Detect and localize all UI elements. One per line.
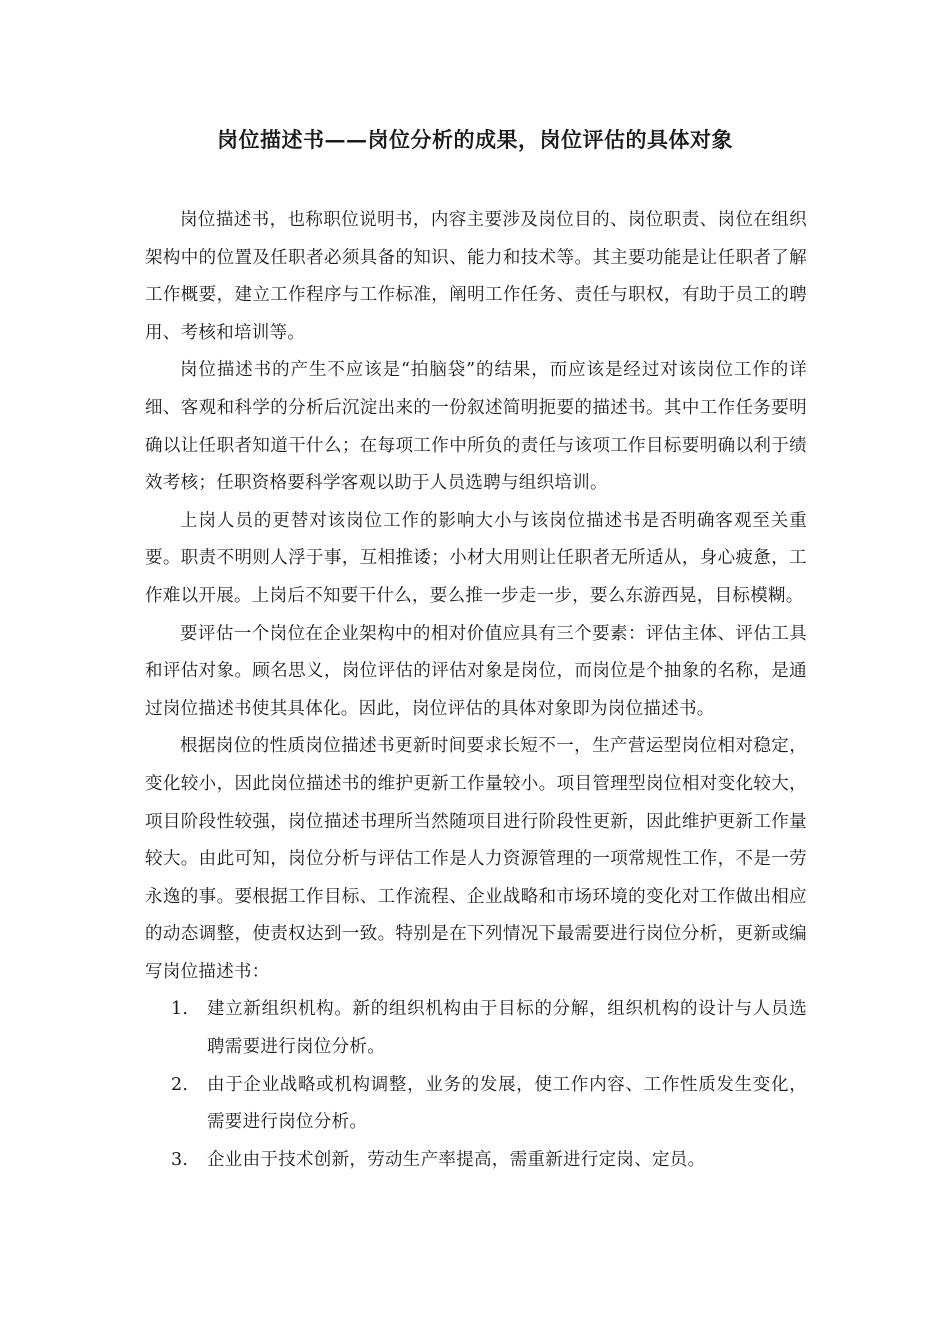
list-item-text: 由于企业战略或机构调整，业务的发展，使工作内容、工作性质发生变化，需要进行岗位分析。 bbox=[207, 1074, 807, 1133]
list-marker: 1. bbox=[171, 999, 189, 1020]
numbered-list bbox=[145, 991, 807, 1179]
paragraph-2: 岗位描述书的产生不应该是“拍脑袋”的结果，而应该是经过对该岗位工作的详细、客观和科学的分析后沉淀出来的一份叙述简明扼要的描述书。其中工作任务要明确以让任职者知道干什么；在每项工作中所负的责任与该项工作目标要明确以利于绩效考核；任职资格要科学客观以助于人员选聘与组织培训。 bbox=[145, 360, 807, 494]
paragraph-4: 要评估一个岗位在企业架构中的相对价值应具有三个要素：评估主体、评估工具和评估对象。顾名思义，岗位评估的评估对象是岗位，而岗位是个抽象的名称，是通过岗位描述书使其具体化。因此，岗位评估的具体对象即为岗位描述书。 bbox=[145, 623, 807, 719]
paragraph-3: 上岗人员的更替对该岗位工作的影响大小与该岗位描述书是否明确客观至关重要。职责不明则人浮于事，互相推诿；小材大用则让任职者无所适从，身心疲惫，工作难以开展。上岗后不知要干什么，要么推一步走一步，要么东游西晃，目标模糊。 bbox=[145, 510, 807, 606]
paragraph-1: 岗位描述书，也称职位说明书，内容主要涉及岗位目的、岗位职责、岗位在组织架构中的位置及任职者必须具备的知识、能力和技术等。其主要功能是让任职者了解工作概要，建立工作程序与工作标准，阐明工作任务、责任与职权，有助于员工的聘用、考核和培训等。 bbox=[145, 210, 807, 343]
list-item bbox=[145, 991, 807, 1066]
list-marker: 3. bbox=[171, 1149, 189, 1170]
list-item bbox=[145, 1142, 807, 1180]
list-marker: 2. bbox=[171, 1074, 189, 1095]
list-item-text: 企业由于技术创新，劳动生产率提高，需重新进行定岗、定员。 bbox=[207, 1149, 706, 1170]
list-item-text: 建立新组织机构。新的组织机构由于目标的分解，组织机构的设计与人员选聘需要进行岗位分析。 bbox=[207, 999, 807, 1058]
list-item bbox=[145, 1067, 807, 1142]
document-title: 岗位描述书——岗位分析的成果，岗位评估的具体对象 bbox=[217, 127, 733, 152]
paragraph-5: 根据岗位的性质岗位描述书更新时间要求长短不一，生产营运型岗位相对稳定，变化较小，因此岗位描述书的维护更新工作量较小。项目管理型岗位相对变化较大，项目阶段性较强，岗位描述书理所当然随项目进行阶段性更新，因此维护更新工作量较大。由此可知，岗位分析与评估工作是人力资源管理的一项常规性工作，不是一劳永逸的事。要根据工作目标、工作流程、企业战略和市场环境的变化对工作做出相应的动态调整，使责权达到一致。特别是在下列情况下最需要进行岗位分析，更新或编写岗位描述书： bbox=[145, 736, 807, 982]
document-body bbox=[145, 202, 807, 1179]
